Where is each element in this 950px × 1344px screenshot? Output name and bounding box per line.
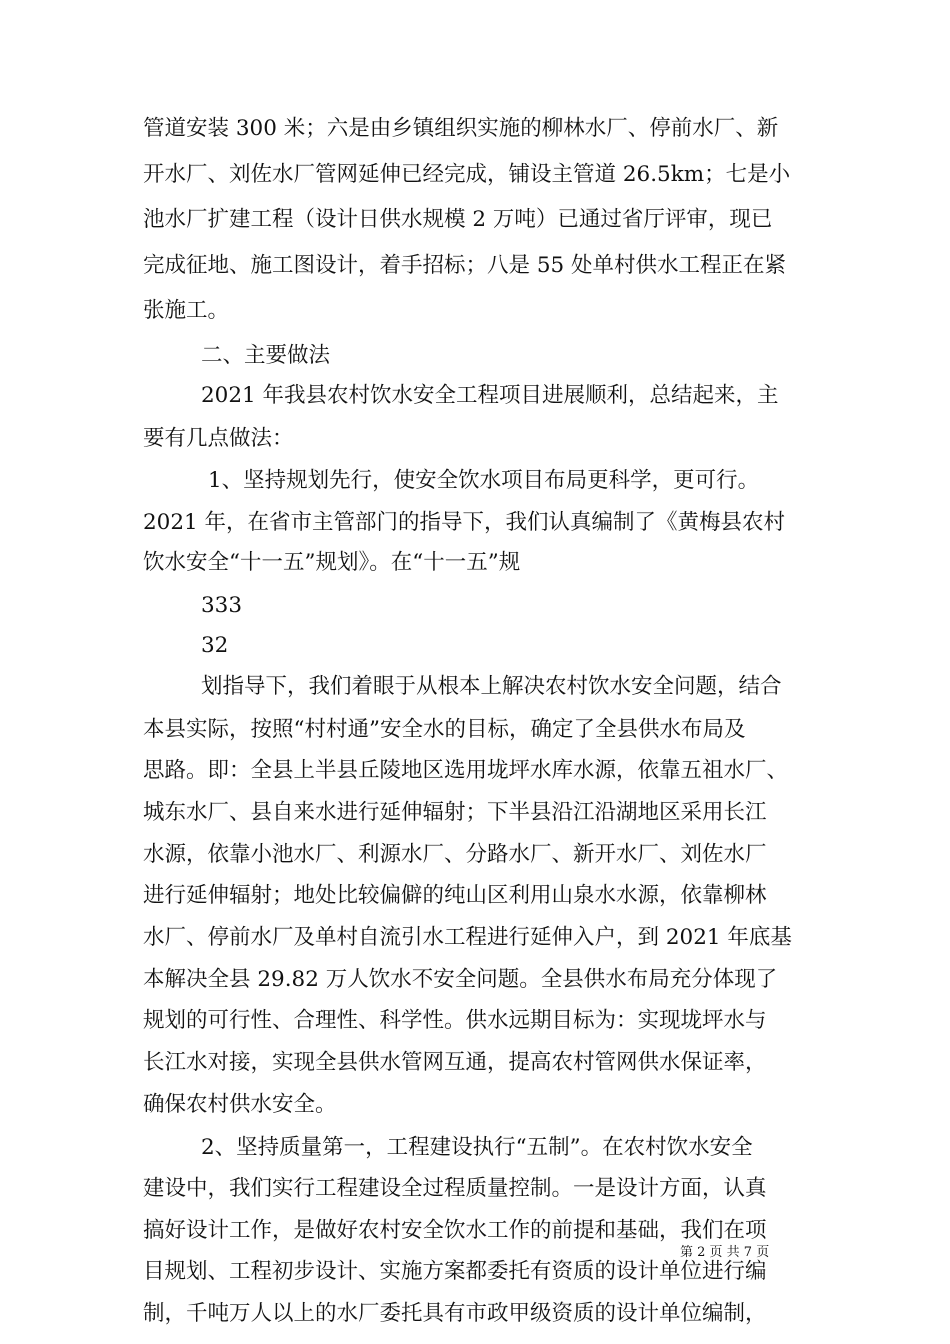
text-line-19: 进行延伸辐射；地处比较偏僻的纯山区利用山泉水水源，依靠柳林 <box>143 883 767 908</box>
page-number-fragment-1: 333 <box>201 593 243 618</box>
text-line-27: 搞好设计工作，是做好农村安全饮水工作的前提和基础，我们在项 <box>143 1218 767 1243</box>
text-line-26: 建设中，我们实行工程建设全过程质量控制。一是设计方面，认真 <box>143 1176 767 1201</box>
page-footer: 第 2 页 共 7 页 <box>680 1245 770 1260</box>
text-line-8: 要有几点做法： <box>143 426 294 451</box>
text-line-28: 目规划、工程初步设计、实施方案都委托有资质的设计单位进行编 <box>143 1259 767 1284</box>
text-line-25: 2、坚持质量第一，工程建设执行“五制”。在农村饮水安全 <box>201 1135 753 1160</box>
text-line-15: 本县实际，按照“村村通”安全水的目标，确定了全县供水布局及 <box>143 717 746 742</box>
text-line-7: 2021 年我县农村饮水安全工程项目进展顺利，总结起来，主 <box>201 383 779 408</box>
text-line-20: 水厂、停前水厂及单村自流引水工程进行延伸入户，到 2021 年底基 <box>143 925 792 950</box>
text-line-18: 水源，依靠小池水厂、利源水厂、分路水厂、新开水厂、刘佐水厂 <box>143 842 767 867</box>
page-number-fragment-2: 32 <box>201 633 229 658</box>
text-line-4: 完成征地、施工图设计，着手招标；八是 55 处单村供水工程正在紧 <box>143 253 787 278</box>
text-line-9: 1、坚持规划先行，使安全饮水项目布局更科学，更可行。 <box>208 468 760 493</box>
text-line-24: 确保农村供水安全。 <box>143 1092 337 1117</box>
text-line-3: 池水厂扩建工程（设计日供水规模 2 万吨）已通过省厅评审，现已 <box>143 207 773 232</box>
text-line-16: 思路。即：全县上半县丘陵地区选用垅坪水库水源，依靠五祖水厂、 <box>143 758 789 783</box>
text-line-22: 规划的可行性、合理性、科学性。供水远期目标为：实现垅坪水与 <box>143 1008 767 1033</box>
text-line-2: 开水厂、刘佐水厂管网延伸已经完成，铺设主管道 26.5km；七是小 <box>143 162 791 187</box>
text-line-17: 城东水厂、县自来水进行延伸辐射；下半县沿江沿湖地区采用长江 <box>143 800 767 825</box>
text-line-11: 饮水安全“十一五”规划》。在“十一五”规 <box>143 550 521 575</box>
text-line-29: 制，千吨万人以上的水厂委托具有市政甲级资质的设计单位编制， <box>143 1301 767 1326</box>
text-line-21: 本解决全县 29.82 万人饮水不安全问题。全县供水布局充分体现了 <box>143 967 778 992</box>
text-line-1: 管道安装 300 米；六是由乡镇组织实施的柳林水厂、停前水厂、新 <box>143 116 779 141</box>
text-line-23: 长江水对接，实现全县供水管网互通，提高农村管网供水保证率， <box>143 1050 767 1075</box>
text-line-5: 张施工。 <box>143 298 230 323</box>
text-line-10: 2021 年，在省市主管部门的指导下，我们认真编制了《黄梅县农村 <box>143 510 786 535</box>
text-line-14: 划指导下，我们着眼于从根本上解决农村饮水安全问题，结合 <box>201 674 782 699</box>
section-heading: 二、主要做法 <box>201 343 331 368</box>
